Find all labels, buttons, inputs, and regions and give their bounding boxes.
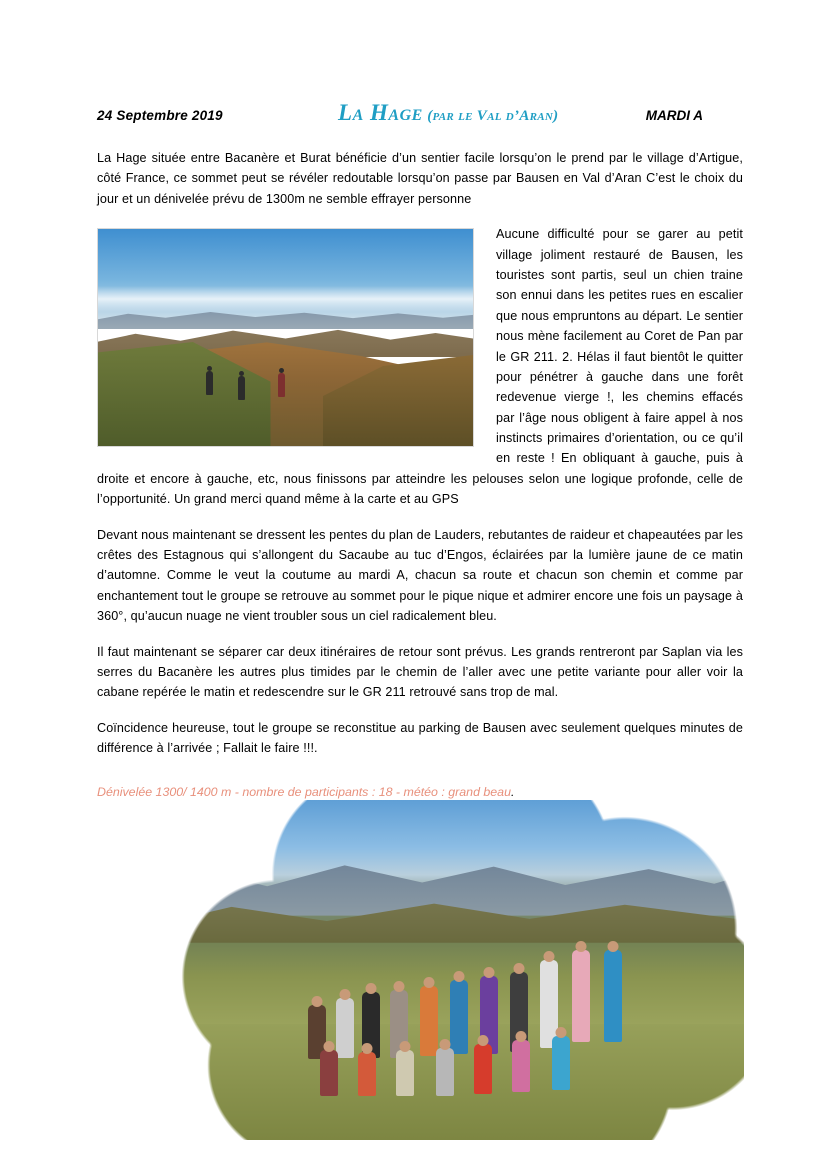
stats-caption-tail: . <box>510 784 515 799</box>
photo-hiker <box>206 371 213 395</box>
header-date: 24 Septembre 2019 <box>97 108 223 123</box>
group-member <box>436 1048 454 1096</box>
group-member <box>512 1040 530 1092</box>
photo-clouds <box>98 286 473 312</box>
group-member <box>572 950 590 1042</box>
paragraph-conclusion: Coïncidence heureuse, tout le groupe se reconstitue au parking de Bausen avec seulement quelques minutes de différence à l’arrivée ; Fallait le faire !!!. <box>97 720 743 756</box>
group-member <box>552 1036 570 1090</box>
paragraph-return: Il faut maintenant se séparer car deux itinéraires de retour sont prévus. Les grands rentreront par Saplan via les serres du Bacanère les autres plus timides par le chemin de l’aller avec une petite variante pour aller voir la cabane repérée le matin et redescendre sur le GR 211 retrouvé sans trop de mal. <box>97 644 743 700</box>
group-member <box>320 1050 338 1096</box>
paragraph-bausen: Aucune difficulté pour se garer au petit village joliment restauré de Bausen, les touristes sont partis, seul un chien traine son ennui dans les petites rues en escalier que nous empruntons au départ. Le sentier nous mène facilement au Coret de Pan par le GR 211. 2. Hélas il faut bientôt le quitter pour pénétrer à gauche dans une forêt redevenue vierge !, les chemins effacés par l’âge nous obligent à faire appel à nos instincts primaires d’orientation, ou ce qu’il en reste ! En obliquant à gauche, puis à droite et encore à gauche, etc, nous finissons par atteindre les pelouses selon une logique profonde, celle de l’opportunité. Un grand merci quand même à la carte et au GPS <box>97 227 743 507</box>
photo-hiker <box>238 376 245 400</box>
photo-hiker <box>278 373 285 397</box>
group-member <box>336 998 354 1058</box>
group-member <box>474 1044 492 1094</box>
page-subtitle: (par le Val d’Aran) <box>427 108 559 124</box>
photo-text-block <box>97 224 743 509</box>
document-content <box>97 100 743 802</box>
photo-group-cloud-frame <box>148 800 744 1140</box>
photo-group-image <box>148 800 744 1140</box>
header-group-label: MARDI A <box>645 108 703 123</box>
group-member <box>420 986 438 1056</box>
group-member <box>450 980 468 1054</box>
paragraph-intro: La Hage située entre Bacanère et Burat bénéficie d’un sentier facile lorsqu’on le prend par le village d’Artigue, côté France, ce sommet peut se révéler redoutable lorsqu’on passe par Bausen en Val d’Aran C’est le choix du jour et un dénivelée prévu de 1300m ne semble effrayer personne <box>97 151 743 206</box>
page-title: La Hage <box>338 100 423 125</box>
group-member <box>396 1050 414 1096</box>
header-title-group <box>223 100 646 126</box>
document-header <box>97 100 743 126</box>
group-member <box>358 1052 376 1096</box>
group-member <box>604 950 622 1042</box>
photo-ridge-hikers <box>97 228 474 447</box>
stats-caption-text: Dénivelée 1300/ 1400 m - nombre de participants : 18 - météo : grand beau <box>97 784 511 799</box>
paragraph-lauders: Devant nous maintenant se dressent les pentes du plan de Lauders, rebutantes de raideur et chapeautées par les crêtes des Estagnous qui s’allongent du Sacaube au tuc d’Engos, éclairées par la lumière jaune de ce matin d’automne. Comme le veut la coutume au mardi A, chacun sa route et chacun son chemin et comme par enchantement tout le groupe se retrouve au sommet pour le pique nique et admirer encore une fois un paysage à 360°, qu’aucun nuage ne vient troubler sous un ciel radicalement bleu. <box>97 527 744 624</box>
